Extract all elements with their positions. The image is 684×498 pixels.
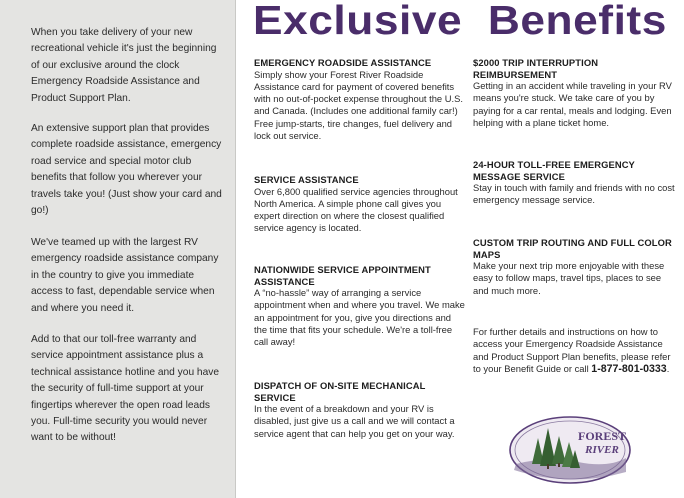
page-title: Exclusive Benefits	[253, 0, 667, 43]
benefit-heading: 24-HOUR TOLL-FREE EMERGENCY MESSAGE SERVICE	[473, 159, 635, 182]
benefit-heading: SERVICE ASSISTANCE	[254, 174, 359, 185]
benefit-body: A “no-hassle” way of arranging a service appointment when and where you travel. We make an appointment for you, give you directions and the time that fits your schedule. We're a toll-free call away!	[254, 287, 465, 348]
logo-text-forest: FOREST	[577, 429, 627, 443]
benefit-body: Make your next trip more enjoyable with these easy to follow maps, travel tips, places to see and much more.	[473, 260, 665, 296]
benefit-service-assistance	[254, 174, 466, 235]
contact-end: .	[666, 362, 670, 374]
benefit-body: Over 6,800 qualified service agencies throughout North America. A simple phone call gives you expert direction on where the closest qualified service agency is located.	[254, 185, 458, 234]
benefit-body: In the event of a breakdown and your RV is disabled, just give us a call and we will contact a service agent that can help you get on your way.	[254, 403, 455, 439]
logo-text-river: RIVER	[585, 444, 619, 456]
benefit-appointment-assistance	[254, 264, 466, 349]
intro-paragraph-3: We've teamed up with the largest RV emergency roadside assistance company in the country to give you immediate access to fast, dependable service when and where you need it.	[31, 237, 219, 314]
benefit-emergency-message	[473, 159, 678, 207]
intro-paragraph-2: An extensive support plan that provides complete roadside assistance, emergency road service and special motor club benefits that follow you wherever your travels take you! (Just show your card and go!)	[31, 123, 222, 217]
intro-paragraph-1: When you take delivery of your new recreational vehicle it's just the beginning of our exclusive around the clock Emergency Roadside Assistance and Product Support Plan.	[31, 27, 217, 104]
intro-sidebar	[0, 0, 236, 498]
forest-river-logo-icon	[508, 412, 632, 486]
phone-number[interactable]: 1-877-801-0333	[591, 362, 667, 375]
benefit-heading: CUSTOM TRIP ROUTING AND FULL COLOR MAPS	[473, 237, 672, 260]
contact-note	[473, 326, 678, 375]
benefit-onsite-dispatch	[254, 380, 466, 440]
intro-paragraph-4: Add to that our toll-free warranty and service appointment assistance plus a technical assistance hotline and you have the security of full-time support at your fingertips wherever the open road leads you. Full-time security you would never want to be without!	[31, 334, 220, 444]
benefit-heading: $2000 TRIP INTERRUPTION REIMBURSEMENT	[473, 57, 599, 80]
benefit-heading: DISPATCH OF ON-SITE MECHANICAL SERVICE	[254, 380, 426, 403]
benefit-body: Stay in touch with family and friends with no cost emergency message service.	[473, 182, 675, 206]
benefit-heading: EMERGENCY ROADSIDE ASSISTANCE	[254, 57, 432, 68]
benefit-trip-interruption	[473, 57, 678, 129]
benefit-body: Simply show your Forest River Roadside Assistance card for payment of covered benefits with no out-of-pocket expense throughout the U.S. and Canada. (Includes one additional family car!) Free jump-starts, tire changes, fuel delivery and lock out service.	[254, 68, 463, 142]
benefit-roadside-assistance	[254, 57, 466, 142]
benefit-body: Getting in an accident while traveling in your RV means you're stuck. We take care of you by paying for a car rental, meals and lodging. Even helping with a plane ticket home.	[473, 80, 672, 129]
contact-text: For further details and instructions on how to access your Emergency Roadside Assistance and Product Support Plan benefits, please refer to your Benefit Guide or call	[473, 326, 671, 374]
benefit-heading: NATIONWIDE SERVICE APPOINTMENT ASSISTANCE	[254, 264, 431, 287]
benefit-trip-routing	[473, 237, 678, 297]
